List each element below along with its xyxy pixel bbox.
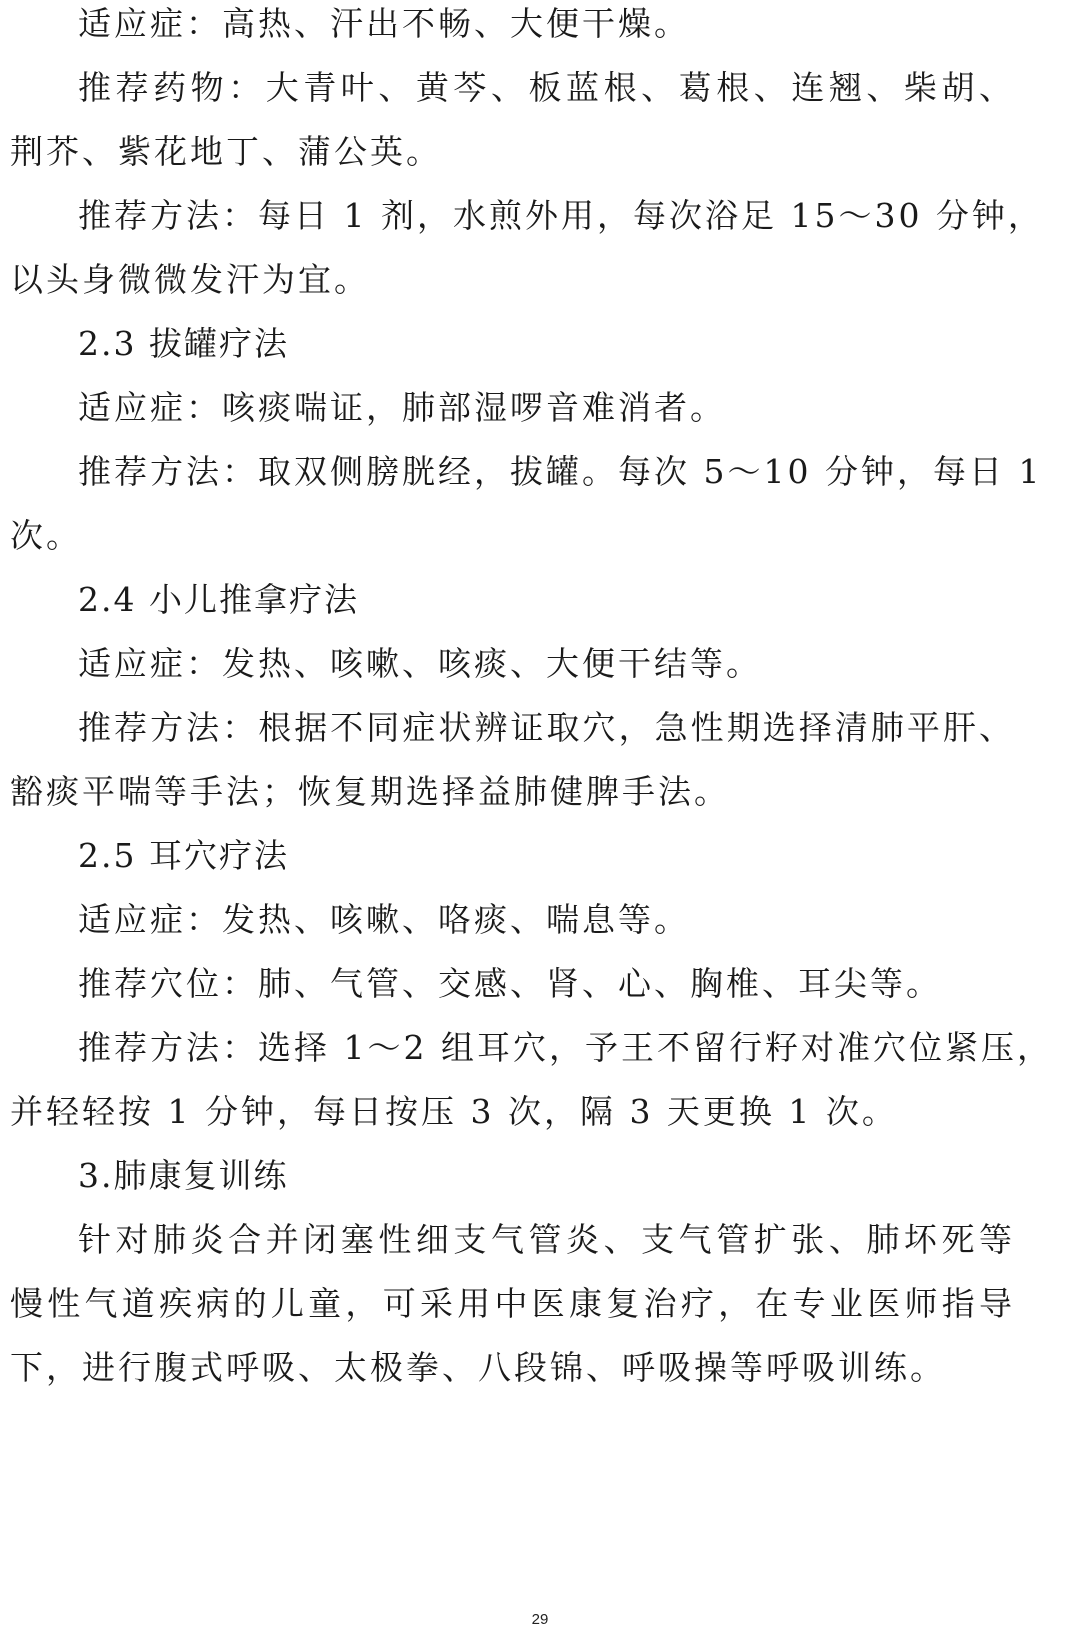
text-line: 并轻轻按 1 分钟，每日按压 3 次，隔 3 天更换 1 次。 xyxy=(10,1092,898,1131)
text-line: 荆芥、紫花地丁、蒲公英。 xyxy=(10,132,442,171)
text-line: 推荐药物：大青叶、黄芩、板蓝根、葛根、连翘、柴胡、 xyxy=(78,68,1015,107)
section-heading: 2.4 小儿推拿疗法 xyxy=(78,580,359,619)
section-heading: 2.5 耳穴疗法 xyxy=(78,836,289,875)
text-line: 豁痰平喘等手法；恢复期选择益肺健脾手法。 xyxy=(10,772,730,811)
page-number: 29 xyxy=(531,1611,549,1628)
text-line: 推荐方法：取双侧膀胱经，拔罐。每次 5～10 分钟，每日 1 xyxy=(78,452,1043,491)
text-line: 慢性气道疾病的儿童，可采用中医康复治疗，在专业医师指导 xyxy=(10,1284,1015,1323)
text-line: 适应症：发热、咳嗽、咯痰、喘息等。 xyxy=(78,900,690,939)
text-line: 下，进行腹式呼吸、太极拳、八段锦、呼吸操等呼吸训练。 xyxy=(10,1348,946,1387)
text-line: 次。 xyxy=(10,516,82,555)
text-line: 推荐方法：选择 1～2 组耳穴，予王不留行籽对准穴位紧压， xyxy=(78,1028,1053,1067)
text-line: 针对肺炎合并闭塞性细支气管炎、支气管扩张、肺坏死等 xyxy=(78,1220,1015,1259)
text-line: 推荐方法：根据不同症状辨证取穴，急性期选择清肺平肝、 xyxy=(78,708,1015,747)
text-line: 推荐穴位：肺、气管、交感、肾、心、胸椎、耳尖等。 xyxy=(78,964,942,1003)
text-line: 以头身微微发汗为宜。 xyxy=(10,260,370,299)
text-line: 适应症：咳痰喘证，肺部湿啰音难消者。 xyxy=(78,388,726,427)
section-heading: 2.3 拔罐疗法 xyxy=(78,324,289,363)
text-line: 适应症：发热、咳嗽、咳痰、大便干结等。 xyxy=(78,644,762,683)
text-line: 适应症：高热、汗出不畅、大便干燥。 xyxy=(78,4,690,43)
section-heading: 3.肺康复训练 xyxy=(78,1156,289,1195)
text-line: 推荐方法：每日 1 剂，水煎外用，每次浴足 15～30 分钟， xyxy=(78,196,1044,235)
